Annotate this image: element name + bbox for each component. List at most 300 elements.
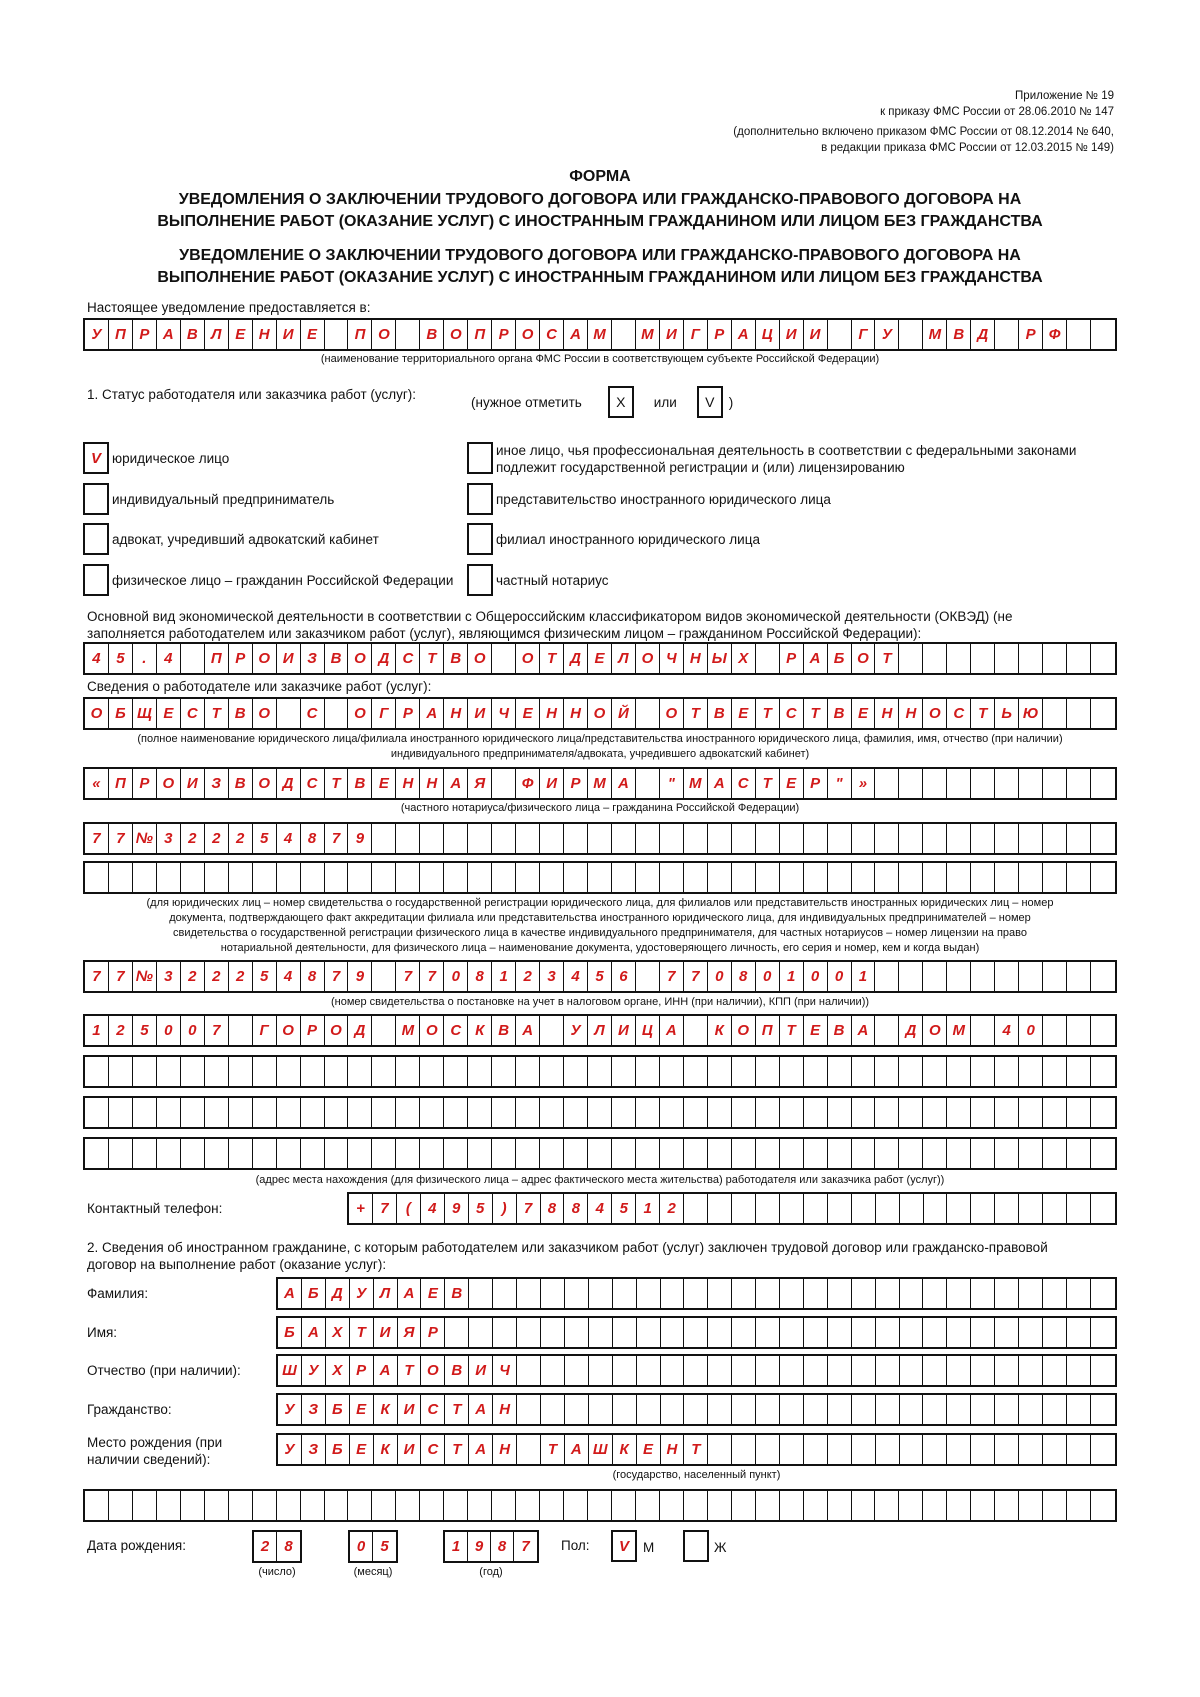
char-cell xyxy=(1019,863,1043,892)
char-cell: В xyxy=(181,320,205,349)
char-cell xyxy=(540,1491,564,1520)
char-cell xyxy=(947,1435,971,1464)
char-cell: Ь xyxy=(995,699,1019,728)
char-cell: Б xyxy=(278,1318,302,1347)
char-cell xyxy=(780,1194,804,1223)
char-cell xyxy=(1067,1435,1091,1464)
char-cell xyxy=(277,1098,301,1127)
registration-caption-line-2: документа, подтверждающего факт аккредитации филиала или представительства иностранного юридического лица, для индивидуальных предпринимателей – номер xyxy=(169,912,1031,924)
char-cell: 2 xyxy=(516,962,540,991)
address-field-4[interactable] xyxy=(83,1137,1117,1170)
char-cell xyxy=(923,1057,947,1086)
char-cell: Р xyxy=(708,320,732,349)
char-cell xyxy=(1043,962,1067,991)
char-cell xyxy=(684,1395,708,1424)
char-cell: 7 xyxy=(109,962,133,991)
char-cell xyxy=(875,769,899,798)
char-cell: Р xyxy=(396,699,420,728)
checkbox-representative-office[interactable] xyxy=(467,483,493,515)
char-cell xyxy=(947,1194,971,1223)
char-cell: К xyxy=(374,1395,398,1424)
char-cell xyxy=(468,863,492,892)
char-cell xyxy=(396,1098,420,1127)
char-cell: Ц xyxy=(756,320,780,349)
char-cell xyxy=(875,1139,899,1168)
dob-label: Дата рождения: xyxy=(87,1538,186,1553)
char-cell xyxy=(828,1356,852,1385)
char-cell: 0 xyxy=(444,962,468,991)
char-cell: Ф xyxy=(1043,320,1067,349)
char-cell xyxy=(420,863,444,892)
char-cell xyxy=(828,1194,852,1223)
char-cell xyxy=(804,1098,828,1127)
char-cell xyxy=(708,1356,732,1385)
char-cell xyxy=(1019,1491,1043,1520)
patronymic-field[interactable] xyxy=(276,1354,1117,1387)
char-cell xyxy=(947,1395,971,1424)
char-cell: 7 xyxy=(517,1194,541,1223)
char-cell xyxy=(564,824,588,853)
char-cell: Е xyxy=(157,699,181,728)
char-cell xyxy=(1091,1194,1115,1223)
char-cell xyxy=(780,1435,804,1464)
char-cell: У xyxy=(278,1435,302,1464)
char-cell xyxy=(995,863,1019,892)
char-cell xyxy=(1019,1435,1043,1464)
char-cell: К xyxy=(708,1016,732,1045)
char-cell: Т xyxy=(420,644,444,673)
char-cell xyxy=(852,1356,876,1385)
char-cell xyxy=(565,1279,589,1308)
checkbox-other-person[interactable] xyxy=(467,442,493,474)
employer-name-caption-line-1: (полное наименование юридического лица/филиала иностранного юридического лица/представительства иностранного юридического лица, фамилия, имя, отчество (при наличии) xyxy=(137,733,1063,745)
char-cell xyxy=(541,1356,565,1385)
char-cell xyxy=(420,824,444,853)
char-cell: 9 xyxy=(445,1194,469,1223)
char-cell xyxy=(229,1139,253,1168)
char-cell xyxy=(85,1491,109,1520)
char-cell xyxy=(900,1194,924,1223)
char-cell xyxy=(899,1139,923,1168)
char-cell: 3 xyxy=(157,962,181,991)
char-cell xyxy=(636,699,660,728)
char-cell xyxy=(636,962,660,991)
address-field-2[interactable] xyxy=(83,1055,1117,1088)
checkbox-legal-entity[interactable]: V xyxy=(83,442,109,474)
char-cell: 2 xyxy=(660,1194,684,1223)
char-cell xyxy=(1091,962,1115,991)
foreigner-label xyxy=(87,1239,1127,1273)
char-cell xyxy=(852,1139,876,1168)
char-cell xyxy=(756,824,780,853)
char-cell xyxy=(469,1279,493,1308)
char-cell: 7 xyxy=(325,962,349,991)
char-cell xyxy=(372,1016,396,1045)
okved-field[interactable] xyxy=(83,642,1117,675)
char-cell xyxy=(780,1356,804,1385)
char-cell: О xyxy=(157,769,181,798)
char-cell: В xyxy=(229,699,253,728)
char-cell xyxy=(229,1016,253,1045)
char-cell xyxy=(684,1279,708,1308)
char-cell xyxy=(1091,320,1115,349)
dob-year-field[interactable] xyxy=(443,1530,539,1563)
employer-name-field-2[interactable] xyxy=(83,767,1117,800)
char-cell: З xyxy=(205,769,229,798)
char-cell: Д xyxy=(372,644,396,673)
employer-name-caption-2: (частного нотариуса/физического лица – гражданина Российской Федерации) xyxy=(400,802,800,814)
foreigner-label-line-2: договор на выполнение работ (оказание услуг): xyxy=(87,1257,387,1272)
char-cell xyxy=(589,1356,613,1385)
okved-label xyxy=(87,608,1127,642)
char-cell xyxy=(1043,1194,1067,1223)
char-cell xyxy=(396,1139,420,1168)
char-cell xyxy=(133,1098,157,1127)
char-cell xyxy=(661,1279,685,1308)
char-cell xyxy=(468,824,492,853)
char-cell: С xyxy=(732,769,756,798)
char-cell xyxy=(875,1057,899,1086)
notice-title-line-2: ВЫПОЛНЕНИЕ РАБОТ (ОКАЗАНИЕ УСЛУГ) С ИНОСТРАННЫМ ГРАЖДАНИНОМ ИЛИ ЛИЦОМ БЕЗ ГРАЖДАНСТВА xyxy=(157,269,1043,286)
char-cell: А xyxy=(374,1356,398,1385)
char-cell xyxy=(732,1491,756,1520)
char-cell xyxy=(947,1098,971,1127)
char-cell xyxy=(876,1279,900,1308)
char-cell xyxy=(229,1098,253,1127)
char-cell: Т xyxy=(756,699,780,728)
label-legal-entity: юридическое лицо xyxy=(112,451,230,466)
char-cell xyxy=(852,863,876,892)
char-cell xyxy=(540,1057,564,1086)
char-cell: У xyxy=(564,1016,588,1045)
char-cell xyxy=(971,962,995,991)
char-cell xyxy=(348,1139,372,1168)
char-cell xyxy=(637,1356,661,1385)
char-cell xyxy=(565,1318,589,1347)
char-cell: С xyxy=(396,644,420,673)
checkbox-branch[interactable] xyxy=(467,523,493,555)
char-cell xyxy=(1043,1491,1067,1520)
char-cell xyxy=(1043,1279,1067,1308)
char-cell: У xyxy=(85,320,109,349)
char-cell xyxy=(325,863,349,892)
char-cell xyxy=(684,1318,708,1347)
char-cell xyxy=(732,1057,756,1086)
checkbox-female[interactable] xyxy=(683,1530,709,1562)
char-cell: 8 xyxy=(301,962,325,991)
char-cell xyxy=(708,824,732,853)
phone-field[interactable] xyxy=(347,1192,1117,1225)
char-cell xyxy=(828,1139,852,1168)
char-cell: З xyxy=(302,1395,326,1424)
char-cell: К xyxy=(468,1016,492,1045)
char-cell: 7 xyxy=(205,1016,229,1045)
char-cell xyxy=(517,1356,541,1385)
char-cell: М xyxy=(923,320,947,349)
char-cell xyxy=(1091,863,1115,892)
char-cell xyxy=(301,1098,325,1127)
registration-caption-line-3: свидетельства о государственной регистрации физического лица в качестве индивидуального предпринимателя, для частных нотариусов – номер лицензии на право xyxy=(172,927,1027,939)
char-cell xyxy=(636,863,660,892)
char-cell: Д xyxy=(348,1016,372,1045)
char-cell: О xyxy=(421,1356,445,1385)
char-cell: В xyxy=(445,1279,469,1308)
char-cell xyxy=(756,1098,780,1127)
char-cell xyxy=(133,1057,157,1086)
char-cell: Т xyxy=(684,1435,708,1464)
amendment-line-1: (дополнительно включено приказом ФМС России от 08.12.2014 № 640, xyxy=(733,126,1114,138)
char-cell xyxy=(444,1491,468,1520)
char-cell xyxy=(732,1194,756,1223)
char-cell xyxy=(756,863,780,892)
char-cell: 2 xyxy=(205,824,229,853)
char-cell xyxy=(947,1057,971,1086)
char-cell xyxy=(660,1491,684,1520)
char-cell: . xyxy=(133,644,157,673)
char-cell xyxy=(876,1194,900,1223)
char-cell xyxy=(780,824,804,853)
char-cell xyxy=(1067,1194,1091,1223)
char-cell xyxy=(492,1139,516,1168)
employer-name-field-1[interactable] xyxy=(83,697,1117,730)
char-cell: Б xyxy=(109,699,133,728)
char-cell xyxy=(804,863,828,892)
checkbox-lawyer[interactable] xyxy=(83,523,109,555)
char-cell xyxy=(85,1098,109,1127)
char-cell xyxy=(277,863,301,892)
address-field-3[interactable] xyxy=(83,1096,1117,1129)
char-cell: 9 xyxy=(348,962,372,991)
char-cell: А xyxy=(278,1279,302,1308)
char-cell xyxy=(612,320,636,349)
char-cell xyxy=(444,1139,468,1168)
char-cell: А xyxy=(804,644,828,673)
char-cell xyxy=(971,1318,995,1347)
char-cell: 8 xyxy=(732,962,756,991)
form-title: ФОРМА xyxy=(569,168,631,185)
char-cell: И xyxy=(398,1395,422,1424)
char-cell xyxy=(995,1194,1019,1223)
char-cell: О xyxy=(516,644,540,673)
char-cell xyxy=(564,863,588,892)
order-reference: к приказу ФМС России от 28.06.2010 № 147 xyxy=(880,106,1114,118)
char-cell xyxy=(684,1139,708,1168)
char-cell xyxy=(660,1057,684,1086)
char-cell: Л xyxy=(374,1279,398,1308)
char-cell xyxy=(540,824,564,853)
char-cell xyxy=(732,1139,756,1168)
char-cell xyxy=(708,1491,732,1520)
amendment-line-2: в редакции приказа ФМС России от 12.03.2015 № 149) xyxy=(821,142,1114,154)
char-cell xyxy=(468,1057,492,1086)
char-cell xyxy=(612,1139,636,1168)
registration-field-2[interactable] xyxy=(83,861,1117,894)
char-cell xyxy=(780,1057,804,1086)
char-cell: Е xyxy=(229,320,253,349)
char-cell: В xyxy=(828,699,852,728)
char-cell xyxy=(780,1318,804,1347)
tax-field[interactable] xyxy=(83,960,1117,993)
char-cell xyxy=(588,1491,612,1520)
char-cell: Е xyxy=(732,699,756,728)
char-cell: В xyxy=(708,699,732,728)
char-cell: Й xyxy=(612,699,636,728)
char-cell xyxy=(636,1139,660,1168)
char-cell xyxy=(444,824,468,853)
char-cell xyxy=(852,1435,876,1464)
char-cell xyxy=(1091,1318,1115,1347)
char-cell: 7 xyxy=(325,824,349,853)
char-cell xyxy=(540,1139,564,1168)
char-cell xyxy=(756,1057,780,1086)
char-cell: И xyxy=(468,699,492,728)
address-field-1[interactable] xyxy=(83,1014,1117,1047)
checkbox-individual-citizen[interactable] xyxy=(83,564,109,596)
char-cell xyxy=(923,644,947,673)
char-cell xyxy=(804,1194,828,1223)
registration-field-1[interactable] xyxy=(83,822,1117,855)
char-cell: Е xyxy=(301,320,325,349)
char-cell xyxy=(899,769,923,798)
char-cell xyxy=(899,1057,923,1086)
char-cell xyxy=(756,1279,780,1308)
dob-day-field[interactable] xyxy=(252,1530,302,1563)
birthplace-field-2[interactable] xyxy=(83,1489,1117,1522)
char-cell: О xyxy=(372,320,396,349)
char-cell: Р xyxy=(133,769,157,798)
char-cell: С xyxy=(301,769,325,798)
surname-field[interactable] xyxy=(276,1277,1117,1310)
char-cell: Г xyxy=(253,1016,277,1045)
char-cell xyxy=(852,1194,876,1223)
char-cell xyxy=(613,1279,637,1308)
char-cell xyxy=(1019,1194,1043,1223)
char-cell: П xyxy=(756,1016,780,1045)
char-cell: Ш xyxy=(589,1435,613,1464)
char-cell xyxy=(372,824,396,853)
char-cell: О xyxy=(444,320,468,349)
char-cell xyxy=(253,1098,277,1127)
char-cell: 6 xyxy=(612,962,636,991)
char-cell: А xyxy=(398,1279,422,1308)
char-cell xyxy=(1067,1139,1091,1168)
char-cell xyxy=(348,1098,372,1127)
char-cell: Е xyxy=(516,699,540,728)
label-representative-office: представительство иностранного юридического лица xyxy=(496,492,831,507)
char-cell: 7 xyxy=(109,824,133,853)
char-cell xyxy=(971,1491,995,1520)
char-cell: Д xyxy=(564,644,588,673)
birthplace-field[interactable] xyxy=(276,1433,1117,1466)
char-cell xyxy=(660,824,684,853)
char-cell xyxy=(516,1491,540,1520)
char-cell xyxy=(923,863,947,892)
char-cell: 2 xyxy=(229,962,253,991)
char-cell: С xyxy=(421,1395,445,1424)
char-cell: " xyxy=(660,769,684,798)
char-cell: Т xyxy=(756,769,780,798)
form-subtitle-line-1: УВЕДОМЛЕНИЯ О ЗАКЛЮЧЕНИИ ТРУДОВОГО ДОГОВОРА ИЛИ ГРАЖДАНСКО-ПРАВОВОГО ДОГОВОРА НА xyxy=(178,191,1022,208)
char-cell: О xyxy=(923,1016,947,1045)
char-cell xyxy=(229,1491,253,1520)
name-field[interactable] xyxy=(276,1316,1117,1349)
char-cell xyxy=(875,962,899,991)
char-cell xyxy=(396,320,420,349)
char-cell xyxy=(828,1395,852,1424)
registration-caption-line-1: (для юридических лиц – номер свидетельства о государственной регистрации юридического лица, для филиалов или представительств иностранных юридических лиц – номер xyxy=(146,897,1054,909)
char-cell: О xyxy=(468,644,492,673)
char-cell xyxy=(301,1491,325,1520)
char-cell: 3 xyxy=(157,824,181,853)
char-cell xyxy=(708,1395,732,1424)
char-cell xyxy=(947,863,971,892)
char-cell xyxy=(732,1098,756,1127)
char-cell: Р xyxy=(780,644,804,673)
char-cell: У xyxy=(875,320,899,349)
char-cell xyxy=(875,863,899,892)
char-cell xyxy=(1067,1098,1091,1127)
char-cell: В xyxy=(444,644,468,673)
char-cell xyxy=(636,769,660,798)
char-cell xyxy=(85,1057,109,1086)
char-cell: И xyxy=(277,644,301,673)
checkbox-notary[interactable] xyxy=(467,564,493,596)
char-cell xyxy=(828,1098,852,1127)
char-cell: № xyxy=(133,962,157,991)
recipient-field[interactable] xyxy=(83,318,1117,351)
char-cell xyxy=(1091,1491,1115,1520)
char-cell xyxy=(516,1139,540,1168)
char-cell xyxy=(157,863,181,892)
char-cell xyxy=(995,1318,1019,1347)
char-cell: 5 xyxy=(253,824,277,853)
char-cell xyxy=(899,824,923,853)
char-cell: Г xyxy=(684,320,708,349)
char-cell xyxy=(85,1139,109,1168)
char-cell xyxy=(612,1491,636,1520)
char-cell xyxy=(708,1098,732,1127)
char-cell: У xyxy=(302,1356,326,1385)
char-cell xyxy=(613,1318,637,1347)
checkbox-male[interactable]: V xyxy=(611,1530,637,1562)
char-cell xyxy=(756,1194,780,1223)
char-cell: Н xyxy=(444,699,468,728)
citizenship-field[interactable] xyxy=(276,1393,1117,1426)
char-cell xyxy=(181,1098,205,1127)
char-cell xyxy=(1043,769,1067,798)
char-cell xyxy=(780,1491,804,1520)
char-cell xyxy=(1067,824,1091,853)
char-cell: Ч xyxy=(660,644,684,673)
char-cell xyxy=(516,863,540,892)
char-cell xyxy=(899,863,923,892)
char-cell: И xyxy=(540,769,564,798)
char-cell xyxy=(396,824,420,853)
dob-month-field[interactable] xyxy=(348,1530,398,1563)
char-cell: О xyxy=(253,699,277,728)
char-cell xyxy=(1067,1395,1091,1424)
char-cell: А xyxy=(565,1435,589,1464)
char-cell: А xyxy=(157,320,181,349)
char-cell xyxy=(1091,644,1115,673)
char-cell: Р xyxy=(133,320,157,349)
char-cell xyxy=(947,1356,971,1385)
checkbox-individual-entrepreneur[interactable] xyxy=(83,483,109,515)
char-cell xyxy=(1067,320,1091,349)
char-cell: 1 xyxy=(852,962,876,991)
char-cell: В xyxy=(420,320,444,349)
char-cell xyxy=(971,1139,995,1168)
